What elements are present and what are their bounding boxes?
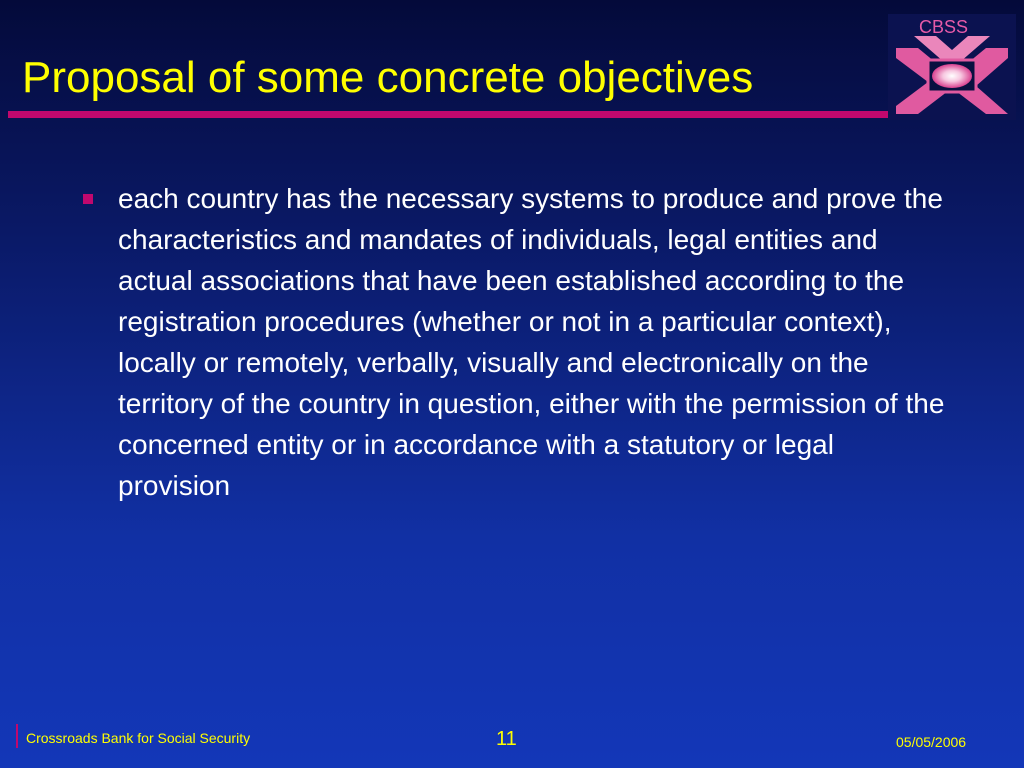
bullet-item [80,178,960,506]
square-bullet-icon [83,194,93,204]
title-underline [8,111,888,118]
footer-date: 05/05/2006 [896,734,967,750]
footer-organization: Crossroads Bank for Social Security [26,730,251,746]
logo-text: CBSS [919,17,969,37]
bullet-text: each country has the necessary systems to produce and prove the characteristics and mandates of individuals, legal entities and actual associations that have been established according to the registration procedures (whether or not in a particular context), locally or remotely, verbally, visually and electronically on the territory of the country in question, either with the permission of the concerned entity or in accordance with a statutory or legal provision [118,183,945,501]
bullet-list [80,178,960,506]
page-number: 11 [496,728,517,750]
footer-accent-bar [16,724,18,748]
slide-title: Proposal of some concrete objectives [22,53,754,102]
